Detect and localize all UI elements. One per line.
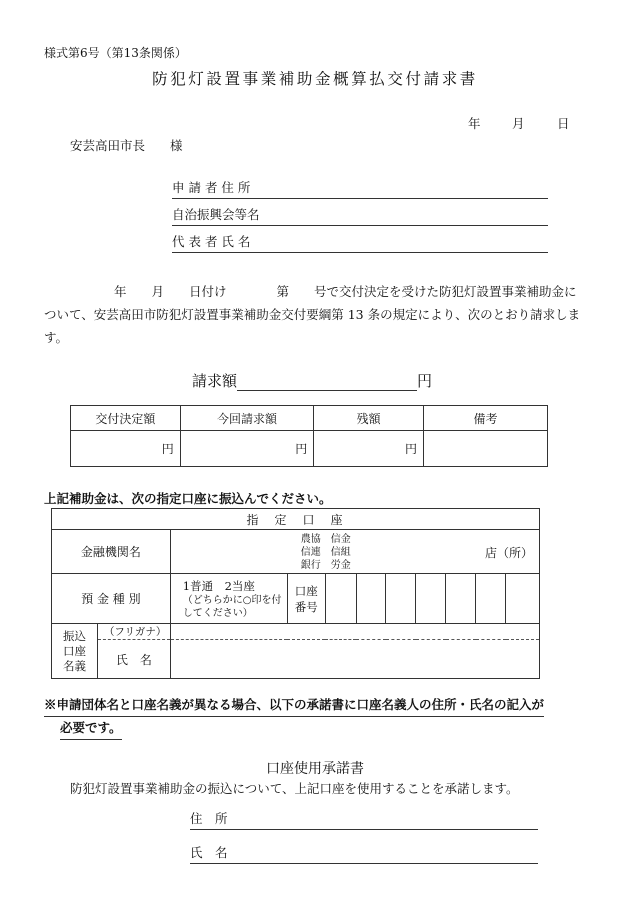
addressee: 安芸高田市長 様	[70, 138, 183, 153]
furigana-field[interactable]	[170, 624, 539, 640]
applicant-address-label: 申 請 者 住 所	[172, 180, 251, 195]
request-body-text: 年 月 日付け 第 号で交付決定を受けた防犯灯設置事業補助金について、安芸高田市防犯灯設置事業補助金交付要綱第 13 条の規定により、次のとおり請求します。	[44, 284, 581, 345]
account-digit-2[interactable]	[356, 574, 386, 624]
institution-types: 農協 信金 信連 信組 銀行 労金	[300, 534, 351, 571]
bank-account-table	[51, 508, 540, 679]
consent-text: 防犯灯設置事業補助金の振込について、上記口座を使用することを承諾します。	[70, 781, 519, 796]
institution-label: 金融機関名	[52, 530, 171, 574]
deposit-hint: （どちらかに○印を付してください）	[182, 594, 282, 619]
date-day-label: 日	[557, 116, 570, 131]
applicant-representative-label: 代 表 者 氏 名	[172, 234, 251, 249]
claim-amount-blank[interactable]	[237, 374, 417, 391]
account-digit-4[interactable]	[416, 574, 446, 624]
account-holder-label: 振込口座名義	[52, 624, 98, 679]
page-title: 防犯灯設置事業補助金概算払交付請求書	[152, 70, 478, 88]
claim-amount-label: 請求額	[192, 372, 238, 390]
account-digit-3[interactable]	[386, 574, 416, 624]
consent-title: 口座使用承諾書	[266, 761, 364, 777]
consent-name-field[interactable]	[190, 845, 538, 864]
date-month-label: 月	[512, 116, 525, 131]
holder-name-label: 氏 名	[97, 640, 170, 679]
applicant-address-field[interactable]	[172, 180, 548, 199]
granted-amount-cell[interactable]: 円	[71, 431, 181, 467]
deposit-options: 1普通 2当座	[182, 578, 255, 593]
furigana-label: （フリガナ）	[97, 624, 170, 640]
header-remarks: 備考	[423, 406, 547, 431]
transfer-note: 上記補助金は、次の指定口座に振込んでください。	[44, 491, 332, 506]
applicant-association-field[interactable]	[172, 207, 548, 226]
account-digit-7[interactable]	[506, 574, 540, 624]
deposit-type-field[interactable]	[170, 574, 287, 624]
account-digit-6[interactable]	[476, 574, 506, 624]
branch-suffix: 店（所）	[484, 546, 533, 560]
account-digit-5[interactable]	[446, 574, 476, 624]
applicant-association-label: 自治振興会等名	[172, 207, 260, 222]
header-granted-amount: 交付決定額	[71, 406, 181, 431]
date-year-label: 年	[468, 116, 481, 131]
claim-amount-unit: 円	[417, 372, 433, 390]
account-digit-1[interactable]	[325, 574, 356, 624]
current-claim-cell[interactable]: 円	[180, 431, 314, 467]
institution-field[interactable]	[170, 530, 539, 574]
header-balance: 残額	[314, 406, 424, 431]
deposit-type-label: 預 金 種 別	[52, 574, 171, 624]
consent-address-label: 住 所	[190, 811, 228, 826]
bank-table-title: 指 定 口 座	[52, 509, 540, 530]
notice: ※申請団体名と口座名義が異なる場合、以下の承諾書に口座名義人の住所・氏名の記入が 必要です。	[44, 694, 544, 740]
claim-amount-line	[192, 370, 432, 391]
remarks-cell[interactable]	[423, 431, 547, 467]
balance-cell[interactable]: 円	[314, 431, 424, 467]
applicant-representative-field[interactable]	[172, 234, 548, 253]
holder-name-field[interactable]	[170, 640, 539, 679]
form-number: 様式第6号（第13条関係）	[44, 46, 187, 60]
consent-name-label: 氏 名	[190, 845, 228, 860]
header-current-claim: 今回請求額	[180, 406, 314, 431]
amount-table	[70, 405, 548, 467]
account-number-label: 口座番号	[287, 574, 325, 624]
consent-address-field[interactable]	[190, 811, 538, 830]
